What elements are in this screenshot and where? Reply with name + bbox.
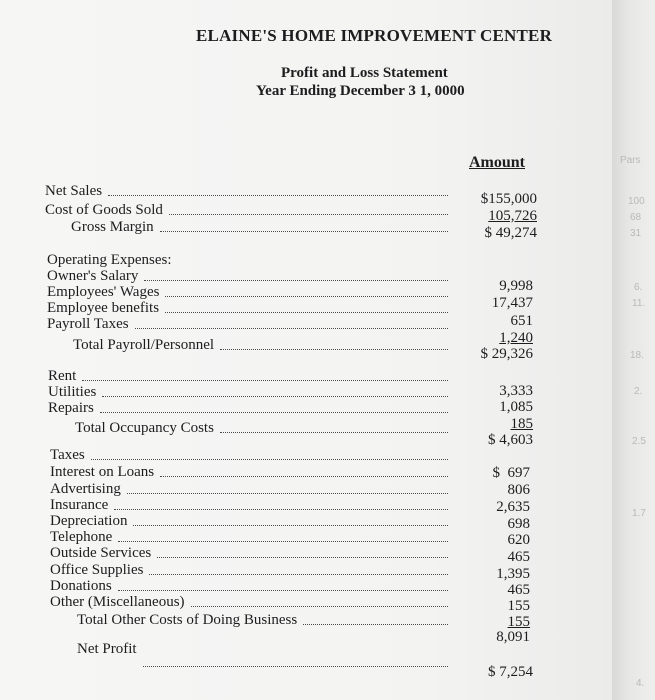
amount-utilities: 1,085: [499, 399, 533, 415]
amount-total-other: 8,091: [496, 629, 530, 645]
row-label: Insurance: [50, 497, 109, 513]
amount-column-header: Amount: [469, 154, 526, 171]
row-label: Total Other Costs of Doing Business: [77, 612, 298, 628]
row-label: Owner's Salary: [47, 268, 139, 284]
row-label: Net Profit: [77, 641, 137, 657]
row-owners-salary: [47, 268, 452, 284]
row-label: Advertising: [50, 481, 121, 497]
row-label: Total Occupancy Costs: [75, 420, 214, 436]
amount-office-supplies: 465: [507, 582, 530, 598]
row-label: Operating Expenses:: [47, 252, 172, 268]
amount-gross-margin: $ 49,274: [484, 225, 537, 241]
row-label: Taxes: [50, 447, 85, 463]
row-label: Donations: [50, 578, 112, 594]
row-net-profit: [77, 641, 452, 657]
leader-dots: [127, 492, 448, 494]
leader-dots: [108, 194, 448, 196]
leader-dots: [102, 395, 448, 397]
row-label: Rent: [48, 368, 77, 384]
leader-dots: [144, 279, 448, 281]
amount-depreciation: 620: [507, 532, 530, 548]
edge-fragment: 11.: [632, 298, 646, 309]
amount-net-profit: $ 7,254: [488, 664, 533, 680]
leader-dots: [91, 458, 448, 460]
amount-telephone: 465: [507, 549, 530, 565]
amount-insurance: 698: [507, 516, 530, 532]
leader-dots: [114, 508, 448, 510]
row-label: Net Sales: [45, 183, 103, 199]
adjacent-page-edge: [612, 0, 655, 700]
row-label: Cost of Goods Sold: [45, 202, 163, 218]
amount-outside-services: 1,395: [496, 566, 530, 582]
row-total-payroll: [73, 337, 452, 353]
edge-fragment: 68: [630, 212, 642, 223]
amount-rent: 3,333: [499, 383, 533, 399]
leader-dots: [165, 295, 448, 297]
row-insurance: [50, 497, 452, 513]
leader-dots: [118, 589, 448, 591]
row-office-supplies: [50, 562, 452, 578]
row-label: Employee benefits: [47, 300, 160, 316]
edge-fragment: 4.: [636, 678, 645, 689]
row-gross-margin: [71, 219, 452, 235]
amount-repairs: 185: [510, 416, 533, 432]
leader-dots: [135, 327, 448, 329]
row-rent: [48, 368, 452, 384]
row-total-occupancy: [75, 420, 452, 436]
edge-fragment: 100: [628, 196, 645, 207]
amount-other-misc: 155: [507, 614, 530, 630]
row-taxes: [50, 447, 452, 463]
leader-dots: [133, 524, 448, 526]
edge-fragment: Pars: [620, 155, 641, 166]
edge-fragment: 18.: [630, 350, 644, 361]
row-label: Employees' Wages: [47, 284, 160, 300]
row-label: Office Supplies: [50, 562, 144, 578]
row-donations: [50, 578, 452, 594]
amount-cogs: 105,726: [488, 208, 537, 224]
edge-fragment: 6.: [634, 282, 643, 293]
company-title: ELAINE'S HOME IMPROVEMENT CENTER: [196, 26, 553, 45]
amount-interest: 806: [507, 482, 530, 498]
leader-dots: [160, 230, 448, 232]
row-advertising: [50, 481, 452, 497]
row-utilities: [48, 384, 452, 400]
leader-dots: [82, 379, 448, 381]
row-total-other: [77, 612, 452, 628]
amount-employees-wages: 17,437: [491, 295, 533, 311]
row-label: Repairs: [48, 400, 94, 416]
row-repairs: [48, 400, 452, 416]
edge-fragment: 31: [630, 228, 642, 239]
row-opex-heading: [47, 252, 247, 268]
leader-dots: [160, 475, 448, 477]
edge-fragment: 1.7: [632, 508, 646, 519]
amount-net-sales: $155,000: [480, 191, 537, 207]
leader-dots: [169, 213, 448, 215]
row-label: Payroll Taxes: [47, 316, 129, 332]
amount-total-occupancy: $ 4,603: [488, 432, 533, 448]
leader-dots: [143, 665, 448, 667]
row-other-misc: [50, 594, 452, 610]
edge-fragment: 2.5: [632, 436, 646, 447]
row-label: Outside Services: [50, 545, 152, 561]
row-telephone: [50, 529, 452, 545]
row-interest: [50, 464, 452, 480]
row-label: Telephone: [50, 529, 113, 545]
leader-dots: [191, 605, 448, 607]
statement-title: Profit and Loss Statement: [281, 65, 448, 81]
leader-dots: [149, 573, 448, 575]
statement-period: Year Ending December 3 1, 0000: [256, 83, 465, 99]
row-label: Total Payroll/Personnel: [73, 337, 215, 353]
leader-dots: [118, 540, 448, 542]
amount-advertising: 2,635: [496, 499, 530, 515]
leader-dots: [220, 348, 448, 350]
row-employee-benefits: [47, 300, 452, 316]
amount-total-payroll: $ 29,326: [480, 346, 533, 362]
row-payroll-taxes: [47, 316, 452, 332]
amount-owners-salary: 9,998: [499, 278, 533, 294]
leader-dots: [303, 623, 448, 625]
amount-taxes: $ 697: [492, 465, 530, 481]
row-label: Utilities: [48, 384, 97, 400]
row-depreciation: [50, 513, 452, 529]
row-label: Other (Miscellaneous): [50, 594, 185, 610]
row-label: Interest on Loans: [50, 464, 155, 480]
row-label: Gross Margin: [71, 219, 154, 235]
leader-dots: [157, 556, 448, 558]
row-outside-services: [50, 545, 452, 561]
amount-employee-benefits: 651: [510, 313, 533, 329]
row-cogs: [45, 202, 452, 218]
amount-donations: 155: [507, 598, 530, 614]
row-net-sales: [45, 183, 452, 199]
row-employees-wages: [47, 284, 452, 300]
leader-dots: [100, 411, 448, 413]
amount-payroll-taxes: 1,240: [499, 330, 533, 346]
edge-fragment: 2.: [634, 386, 643, 397]
row-label: Depreciation: [50, 513, 128, 529]
leader-dots: [220, 431, 448, 433]
leader-dots: [165, 311, 448, 313]
